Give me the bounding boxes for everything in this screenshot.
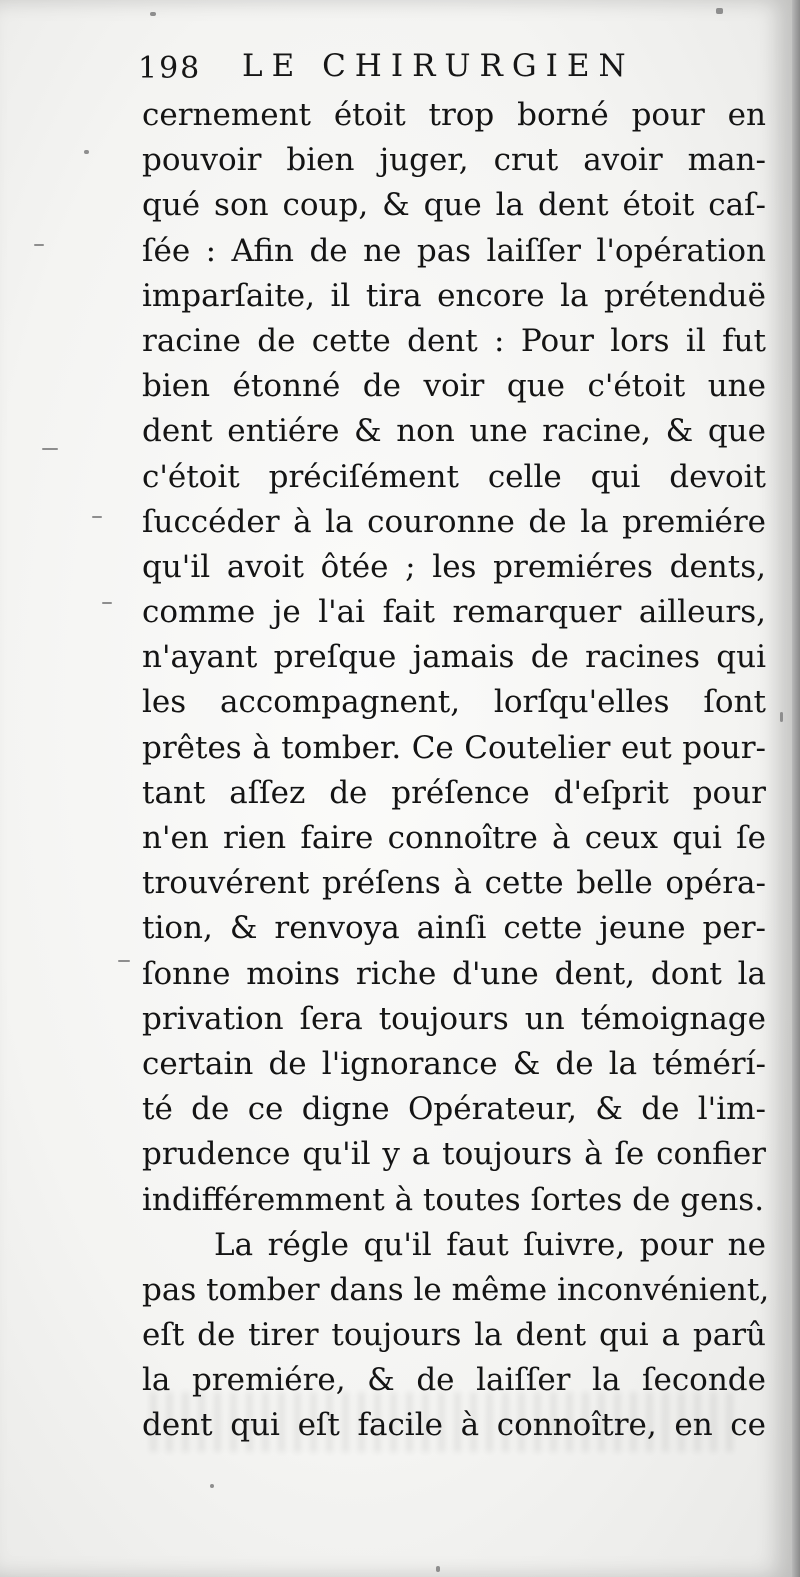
speck [436,1566,440,1572]
text-line: les accompagnent, lorſqu'elles ſont [142,684,766,721]
page-number: 198 [138,51,202,86]
text-line: ſonne moins riche d'une dent, dont la [142,955,766,992]
text-line: racine de cette dent : Pour lors il fut [142,322,766,359]
speck [84,150,89,154]
text-line: privation ſera toujours un témoignage [142,1000,766,1037]
text-line: dent qui eſt facile à connoître, en ce [142,1407,766,1444]
text-line: ſuccéder à la couronne de la premiére [142,503,766,540]
speck [102,602,112,604]
text-line: pouvoir bien juger, crut avoir man- [142,142,766,179]
text-line: n'en rien faire connoître à ceux qui ſe [142,820,766,856]
text-line: La régle qu'il faut ſuivre, pour ne [214,1226,766,1263]
text-line: c'étoit préciſément celle qui devoit [142,458,766,495]
speck [34,244,44,246]
speck [210,1484,214,1488]
speck [118,960,130,962]
text-line: ſée : Afin de ne pas laiſſer l'opération [142,232,766,269]
text-line: té de ce digne Opérateur, & de l'im- [142,1091,766,1128]
text-line: bien étonné de voir que c'étoit une [142,368,766,405]
text-line: comme je l'ai fait remarquer ailleurs, [142,594,766,631]
text-line: eſt de tirer toujours la dent qui a parû [142,1317,766,1354]
text-line: la premiére, & de laiſſer la ſeconde [142,1362,766,1399]
text-line: tant aſſez de préſence d'eſprit pour [142,774,766,811]
text-line: imparſaite, il tira encore la prétenduë [142,277,766,314]
text-line: qu'il avoit ôtée ; les premiéres dents, [142,548,766,585]
speck [92,516,102,518]
text-line: n'ayant preſque jamais de racines qui [142,639,766,676]
speck [150,12,156,16]
running-title: LE CHIRURGIEN [242,48,635,84]
speck [780,712,783,722]
text-line: prêtes à tomber. Ce Coutelier eut pour- [142,729,766,766]
text-line: dent entiére & non une racine, & que [142,413,766,450]
text-line: trouvérent préſens à cette belle opéra- [142,865,766,902]
text-line: cernement étoit trop borné pour en [142,97,766,133]
running-header [138,45,778,93]
text-line: tion, & renvoya ainſi cette jeune per- [142,910,766,947]
text-line: pas tomber dans le même inconvénient, [142,1271,770,1308]
speck [42,448,58,450]
text-line: certain de l'ignorance & de la témérí- [142,1045,766,1082]
text-line: indifféremment à toutes ſortes de gens. [142,1181,765,1218]
page-edge [792,0,800,1577]
speck [716,8,723,14]
text-line: qué son coup, & que la dent étoit caſ- [142,187,766,224]
text-line: prudence qu'il y a toujours à ſe confier [142,1136,766,1173]
text-body [142,93,770,1449]
